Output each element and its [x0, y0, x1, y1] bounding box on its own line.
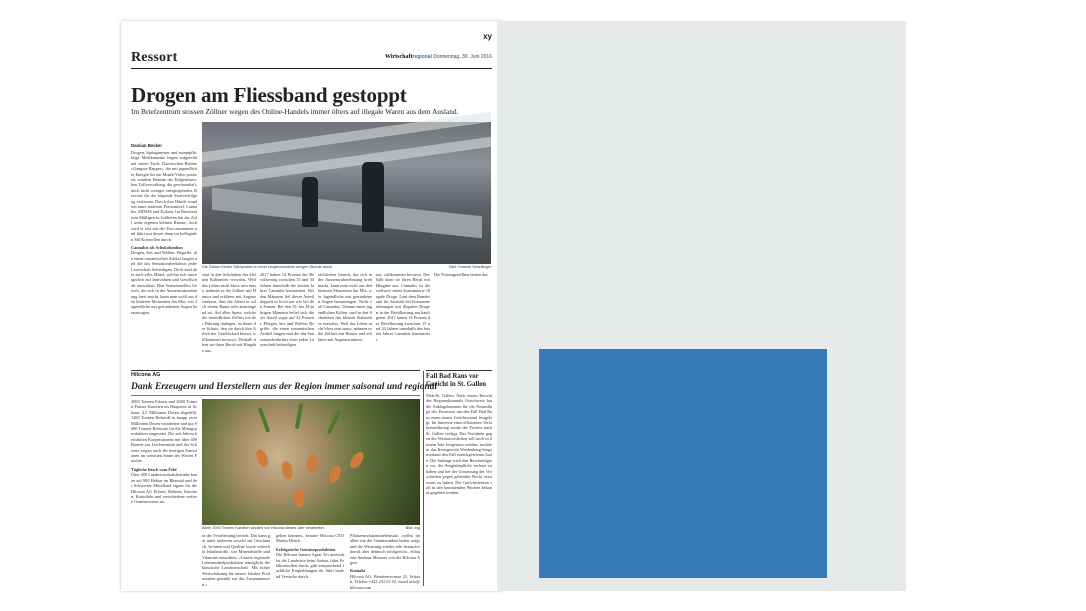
top-rule	[131, 68, 492, 69]
second-headline-rule	[131, 395, 420, 396]
main-headline: Drogen am Fliessband gestoppt	[131, 83, 407, 107]
newspaper-page	[121, 21, 502, 591]
main-col-6: Die Postangestellten lernen das	[434, 272, 488, 277]
second-col-2: in der Verarbeitung betrieb. Das kann gut unter anderem sowohl auf Geschmack, Aromen und Qualität sowie weiterhin Inhaltsstoffe, wie Mineralstoffe und Vitamine auswirken. «Unsere regionale Lebensmittelproduktion ermöglicht die klassische Landwirtschaft. Mit hoher Wertschätzung für unsere lokalen Produzenten gestärkt wir das Zusammensein.»	[202, 533, 270, 587]
second-headline: Dank Erzeugern und Herstellern aus der Region immer saisonal und regional	[131, 382, 438, 392]
main-lead: Im Briefzentrum stossen Zöllner wegen des Online-Handels immer öfters auf illegale Waren aus dem Ausland.	[131, 107, 459, 116]
second-col-3: gehen können», betonte Hilcona CEO Martin Henck. Erfolgreiche Gemüseproduktion Die Hilcona Intense Agrar AG unterstützt die Landwirte beim Anbau, führt Feldkontrollen durch, gibt entsprechend fachliche Empfehlungen ab, führt laufend Versuche durch.	[276, 533, 344, 579]
carrot-photo	[202, 399, 420, 525]
carrot-photo-caption: Allein 2000 Tonnen Karotten wurden von Hilcona dieses Jahr verarbeitet. Bild: zvg	[202, 526, 420, 530]
blue-block	[539, 349, 827, 578]
photo-credit: Bild: Yvianne Schellinger	[449, 265, 491, 269]
brand-main: Wirtschaft	[384, 54, 413, 60]
conveyor-photo-caption: Die Zöllner führen Stichproben in einer vergleichsweise ruhigen Stunde durch. Bild: Yvianne Schellinger	[202, 265, 491, 269]
conveyor-photo	[202, 122, 491, 264]
main-col-5: tun, willkommen bewusst. Deshalb üben sie ihren Beruf mit Hingabe aus. Cannabis ist die weltweit meist konsumierte illegale Droge. Laut dem Bundesamt für Statistik bei Konsumerfahrungen mit illegalen Drogen in der Bevölkerung am häufigsten. 2017 haben 14 Prozent der Bevölkerung zwischen 15 und 34 Jahren innerhalb des letzten Jahres Cannabis konsumiert.	[376, 272, 430, 342]
main-byline: Damian Becker	[131, 143, 163, 148]
section-title: Ressort	[131, 50, 178, 65]
contact-label: Kontakt	[350, 568, 366, 574]
second-subhead: Tägliche frisch vom Feld	[131, 466, 177, 472]
section-rule-right	[426, 370, 492, 371]
main-col-1: Drogen, Springmesser und rezeptpflichtige Medikamente liegen aufgereiht auf einem Tisch. Dazwischen Bücher «Gangsta-Rapper», die mit jugendlicher Energie für ein Musik-Video posieren, sondern Beamte der Eidgenössischen Zollverwaltung, die gewissenhaft, doch nicht weniger energiegeladen, Berichte für die folgende Strafverfolgung verfassen. Durch ihre Hände wandern unter anderem Pornomittel, Cannabis, MDMA und Kokain. Im Briefzentrum Mülligen in Schlieren hat der Zoll seine eigenen kleinen Räume, doch wird er erst mit der Post zusammen und führt mit dieser dann im kollegialen Stil Kontrollen durch. Cannabis als Schokobonbon Drogen, Sex und Waffen: Begriffe, die einen romantischen Artikel fangen und die das Sensationsbedürfnis jeder Leserschaft befriedigen. Doch sind aber auch alles Mittel, welche sich unweigerlich auf Individuen und Gesellschaft auswirken. Den Sensationellen Geruch, der sich in der Aussenwahrnehmung breit macht, kann man wohl aus den hinteren Momenten ihn Mix, wer Jugendliche mit getrunkenen Augen heraustragen.	[131, 150, 197, 315]
main-col-4: sächlichen Geruch, der sich in der Aussenwahrnehmung breit macht, kann man wohl aus den hinteren Momenten ihn Mix, wer Jugendliche mit getrunkenen Augen heraustragen. Nicht voll Cannabis, Träume einen jugendlichen Kiffen, sind in den Schränken des kleinen Kabinettes verwahrt. Weil das Leben nicht bloss sein muss, nehmen es die Zöllner mit Humor und erklären mit Augenzwinkern.	[318, 272, 372, 342]
page-number: xy	[483, 32, 492, 41]
column-divider	[423, 371, 424, 586]
main-col-2: sind in den Schränken des kleinen Kabinettes verwahrt. Weil das Leben nicht bloss sein muss, nehmen es die Zöllner mit Humor und erklären mit Augenzwinkern, dass die Arbeit in solch einem Raum sehr anstrengend sei. Auf allen Spass, welche die freundlichen Zöllner bei der Führung darlegen, ist ihnen der Schutz, den sie durch ihre Arbeit der Gesellschaft bieten, willkommen bewusst. Deshalb üben sie ihren Beruf mit Hingabe aus.	[202, 272, 256, 353]
carrot-photo-credit: Bild: zvg	[405, 526, 420, 530]
main-subhead: Cannabis als Schokobonbon	[131, 244, 183, 250]
issue-date: Donnerstag, 30. Juni 2016	[433, 54, 492, 60]
second-kicker: Hilcona AG	[131, 372, 161, 378]
second-col-4: Pflanzenschutzmitteleinsatz, «selbst im allen war der Gemüseanbau bisher aufgrund der Witterung wieder sehr herausfordernd, aber dennoch erfolgreich», erläuterte Andreas Mosurer von der Hilcona Agrar. Kontakt Hilcona AG, Bendererstrasse 21, Schaan, Telefon +423 233 02 02, email info@hilcona.com	[350, 533, 420, 590]
masthead	[385, 54, 492, 60]
third-headline: Fall Bad Rans vor Gericht in St. Gallen	[426, 373, 487, 388]
main-col-3: 2017 haben 14 Prozent der Bevölkerung zwischen 15 und 34 Jahren innerhalb der letzten Jahres Cannabis konsumiert. Bei den Männern fiel dieser Anteil doppelt so hoch aus wie bei den Frauen. Bei den 15- bis 24-jährigen Männern belief sich dieser Anteil sogar auf 22 Prozent. Pflegen, Sex und Waffen: Begriffe, die einen romantischen Artikel fangen und die das Sensationsbedürfnis einer jeden Leserschaft befriedigen.	[260, 272, 314, 348]
second-col-1: 2000 Tonnen Erbsen und 2000 Tonnen Pariser Karotten im Hauptsitz in Schaan. 4,5 Millionen Dosen abgefüllt, 1200 Tonnen Rohstoff in knapp zwei Millionen Dosen verarbeitet und gut 9000 Tonnen Rohware für die Mittagsproduktion eingesetzt. Die seit Jahren bewährten Kooperationen mit über 400 Bauern aus Liechtenstein und der Schweiz zeigen auch der heutigen Emissionen im wahrsten Sinne des Wortes Früchte. Tägliche frisch vom Feld Über 400 Landwirtschaftsbetriebe bauen auf 900 Hektar im Rheintal und der Schweizer Mittelland eigens für die Hilcona AG Erbsen, Bohnen, Karotten, Kartoffeln und verschiedene weitere Gemüsesorten an.	[131, 399, 197, 505]
third-col: Mels/St. Gallen. Nach einem Bericht des Regionaljournals Ostschweiz hat die Anklagekammer für die Neuauflage des Prozesses um den Fall Bad Rans einen neuen Gerichtsstand festgelegt. Im Interesse einer effizienten Verfahrensführung wurde der Prozess nach St. Gallen verlegt. Das Verfahren gegen die Verantwortlichen soll noch in diesem Jahr fortgesetzt werden, nachdem das Kreisgericht Werdenberg-Sarganserland den Fall zurückgewiesen hatte. Die Anklage wirft den Beschuldigten vor, die Sorgfaltspflicht verletzt zu haben und bei der Umsetzung der Vorschriften gegen geltendes Recht verstossen zu haben. Der Gerichtstermin soll in den kommenden Wochen bekannt gegeben werden.	[426, 393, 492, 496]
brand-accent: regional	[412, 54, 432, 60]
second-col3-subhead: Erfolgreiche Gemüseproduktion	[276, 546, 336, 552]
section-rule	[131, 370, 420, 371]
